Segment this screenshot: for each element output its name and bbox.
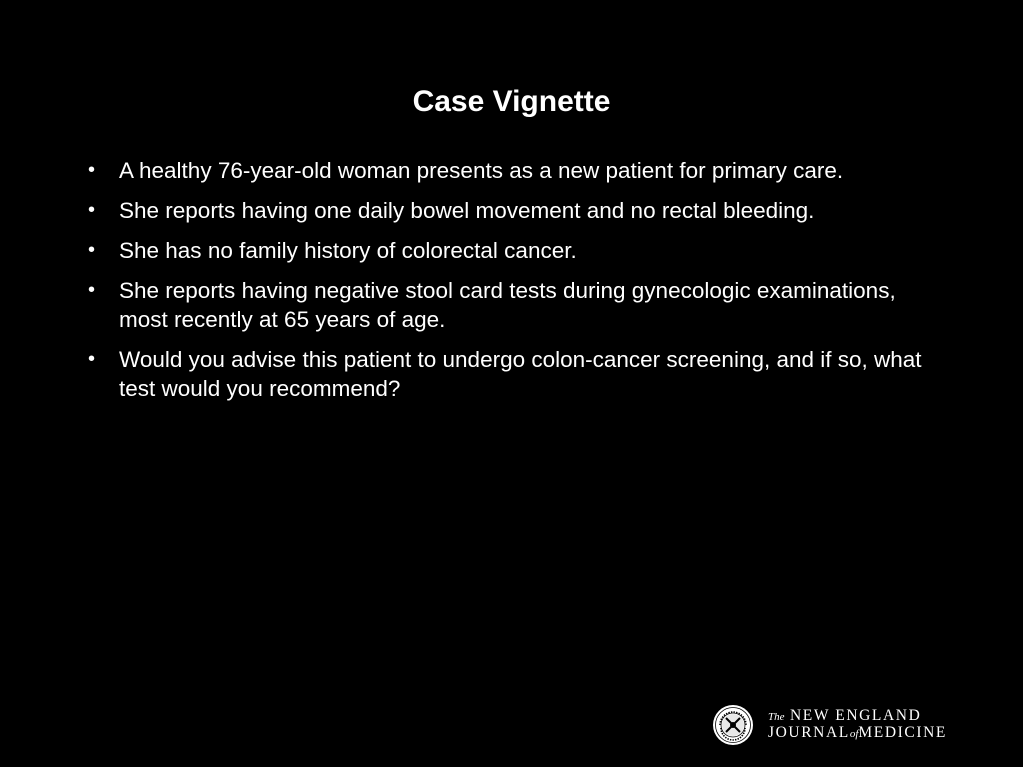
- bullet-item: [85, 196, 945, 225]
- logo-medicine: MEDICINE: [858, 724, 947, 741]
- bullet-item: [85, 345, 945, 403]
- bullet-item: [85, 276, 945, 334]
- bullet-text: She reports having one daily bowel movement and no rectal bleeding.: [119, 198, 815, 223]
- bullet-text: She has no family history of colorectal cancer.: [119, 238, 577, 263]
- nejm-seal-icon: [712, 704, 754, 746]
- logo-the: The: [768, 711, 785, 723]
- slide-title: Case Vignette: [412, 85, 611, 118]
- nejm-logo: [712, 702, 972, 748]
- bullet-text: A healthy 76-year-old woman presents as a new patient for primary care.: [119, 158, 844, 183]
- bullet-marker: •: [88, 239, 96, 261]
- bullet-text: She reports having negative stool card tests during gynecologic examinations, most recently at 65 years of age.: [119, 278, 896, 332]
- logo-new-england: NEW ENGLAND: [789, 707, 922, 724]
- bullet-marker: •: [88, 348, 96, 370]
- logo-line-2: [768, 724, 947, 743]
- bullet-item: [85, 236, 945, 265]
- logo-journal: JOURNAL: [768, 724, 850, 741]
- bullet-list: [85, 156, 945, 414]
- bullet-marker: •: [88, 279, 96, 301]
- bullet-marker: •: [88, 159, 96, 181]
- bullet-item: [85, 156, 945, 185]
- bullet-marker: •: [88, 199, 96, 221]
- logo-of: of: [849, 728, 859, 740]
- bullet-text: Would you advise this patient to undergo colon-cancer screening, and if so, what test would you recommend?: [119, 347, 922, 401]
